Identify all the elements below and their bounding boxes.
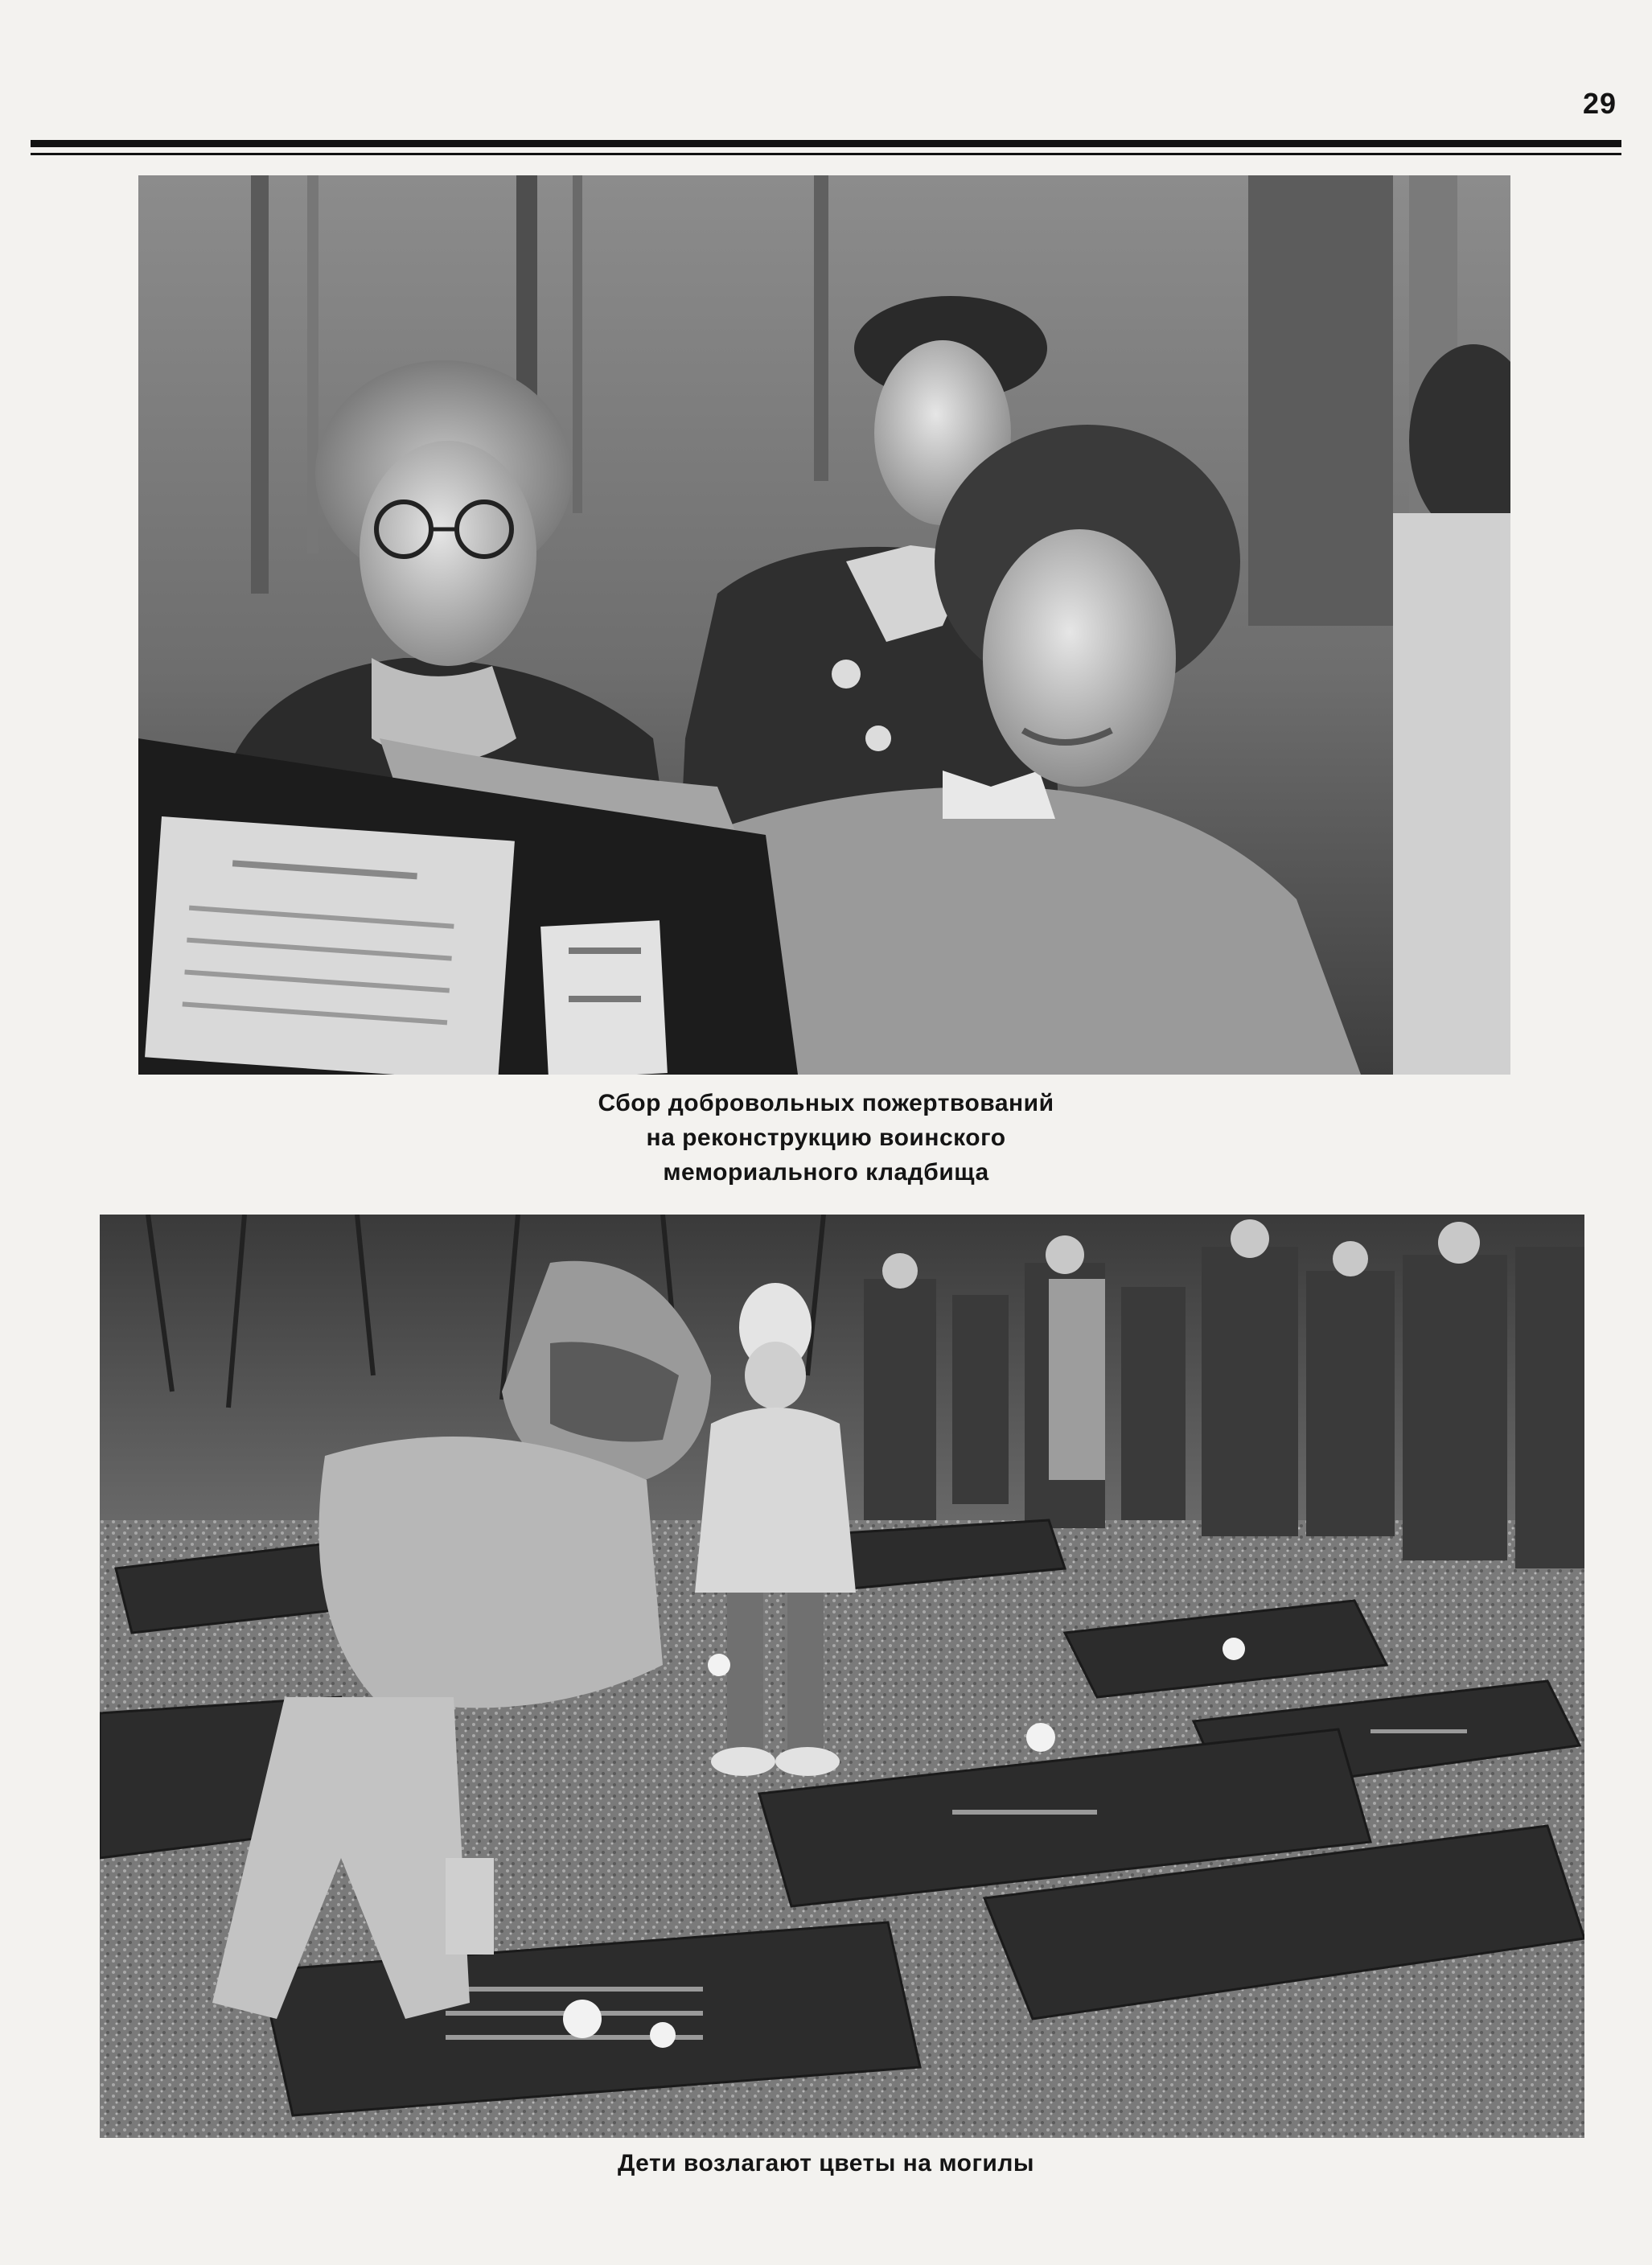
caption-children-laying-flowers	[0, 2146, 1652, 2181]
page-number: 29	[1582, 87, 1617, 120]
photo-children-laying-flowers-image	[100, 1215, 1584, 2138]
caption-line: мемориального кладбища	[663, 1159, 989, 1186]
photo-children-laying-flowers	[100, 1215, 1584, 2138]
photo-donation-collection-image	[138, 175, 1510, 1075]
caption-donation-collection	[0, 1086, 1652, 1190]
caption-line: на реконструкцию воинского	[646, 1124, 1006, 1151]
caption-line: Сбор добровольных пожертвований	[598, 1090, 1054, 1116]
photo-donation-collection	[138, 175, 1510, 1075]
header-rule-thin	[31, 153, 1621, 155]
header-rule-thick	[31, 140, 1621, 147]
caption-line: Дети возлагают цветы на могилы	[617, 2150, 1035, 2177]
